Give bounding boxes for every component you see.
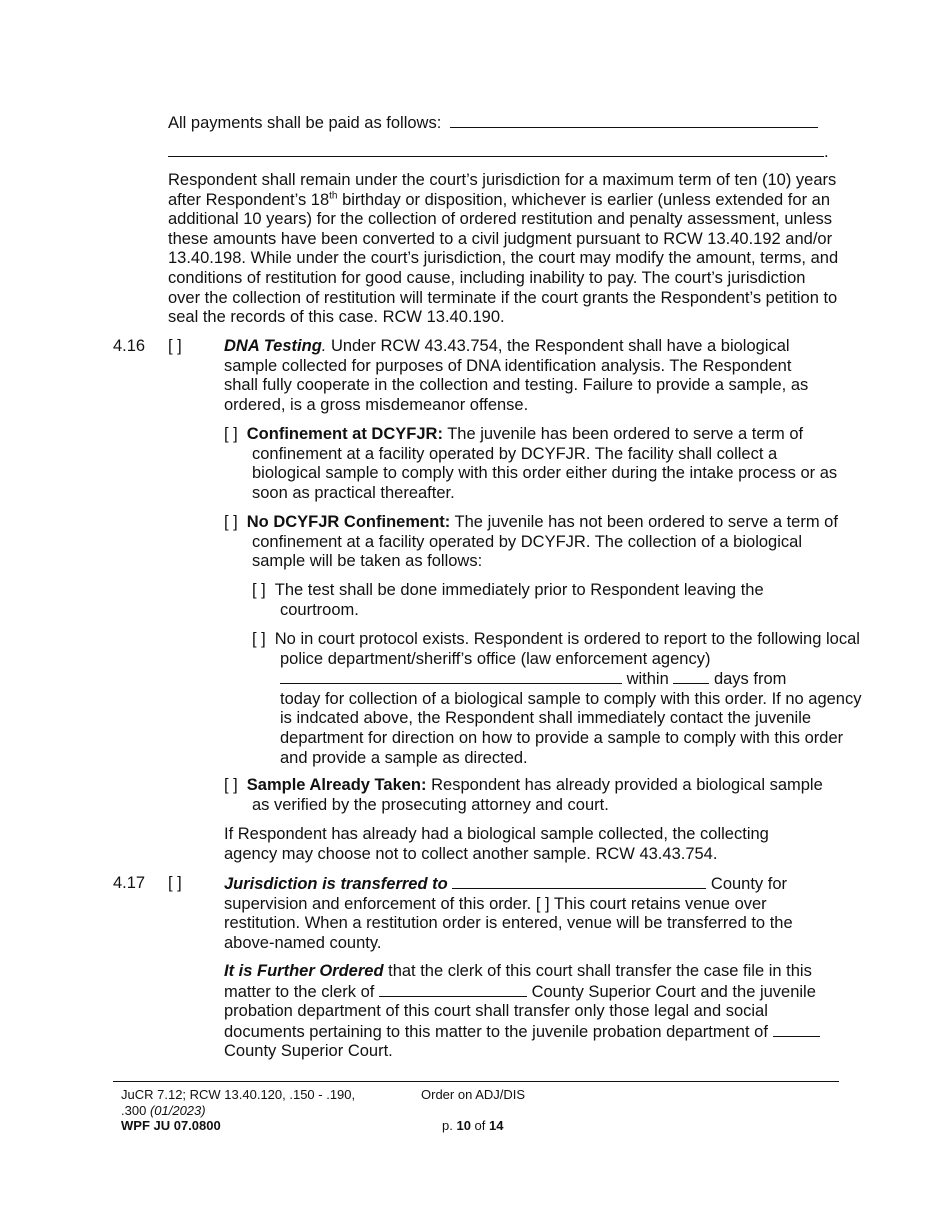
section-417-number: 4.17 (113, 874, 146, 892)
payments-label: All payments shall be paid as follows: (168, 114, 442, 132)
section-416-checkbox[interactable]: [ ] (168, 337, 182, 355)
days-blank[interactable] (673, 669, 709, 684)
payments-blank-2[interactable] (168, 142, 824, 157)
footer-title: Order on ADJ/DIS (421, 1087, 526, 1102)
in-court-checkbox[interactable]: [ ] (252, 581, 266, 599)
venue-checkbox[interactable]: [ ] (535, 894, 550, 913)
payments-line-2: . (168, 142, 838, 163)
section-416-text: DNA Testing. Under RCW 43.43.754, the Respondent shall have a biological sample collected for purposes of DNA identification analysis. The Respondent shall fully cooperate in the collection and testing. Failure to provide a sample, as ordered, is a gross misdemeanor offense. (224, 337, 809, 414)
section-416-number: 4.16 (113, 337, 146, 355)
clerk-county-blank[interactable] (379, 982, 527, 997)
probation-county-blank[interactable] (773, 1022, 820, 1037)
further-ordered-paragraph: It is Further Ordered that the clerk of this court shall transfer the case file in this matter to the clerk of County Superior Court and the juvenile probation department of this court shall transfer only those legal and social documents pertaining to this matter to the juvenile probation department of County Superior Court. (224, 962, 842, 1062)
option-no-protocol: [ ] No in court protocol exists. Respondent is ordered to report to the following local police department/sheriff’s office (law enforcement agency) within days from today for collection of a biological sample to comply with this order. If no agency is indcated above, the Respondent shall immediately contact the juvenile department for direction on how to provide a sample to comply with this order and provide a sample as directed. (252, 630, 862, 767)
county-blank[interactable] (452, 874, 706, 889)
payments-line (168, 113, 838, 134)
confinement-option: [ ] Confinement at DCYFJR: The juvenile has been ordered to serve a term of confinement at a facility operated by DCYFJR. The facility shall collect a biological sample to comply with this order either during the intake process or as soon as practical thereafter. (224, 425, 838, 502)
sample-taken-checkbox[interactable]: [ ] (224, 776, 238, 794)
sample-taken-option: [ ] Sample Already Taken: Respondent has already provided a biological sample as verified by the prosecuting attorney and court. (224, 776, 823, 814)
footer-page-number: p. 10 of 14 (442, 1118, 504, 1133)
agency-blank[interactable] (280, 669, 622, 684)
option-in-court: [ ] The test shall be done immediately prior to Respondent leaving the courtroom. (252, 581, 764, 619)
jurisdiction-paragraph: Respondent shall remain under the court’s jurisdiction for a maximum term of ten (10) years after Respondent’s 18th birthday or disposition, whichever is earlier (unless extended for an additional 10 years) for the collection of ordered restitution and penalty assessment, unless these amounts have been converted to a civil judgment pursuant to RCW 13.40.192 and/or 13.40.198. While under the court’s jurisdiction, the court may modify the amount, terms, and conditions of restitution for good cause, including inability to pay. The court’s jurisdiction over the collection of restitution will terminate if the court grants the Respondent’s petition to seal the records of this case. RCW 13.40.190. (168, 171, 839, 327)
footer-rule (113, 1081, 839, 1082)
section-416-title: DNA Testing (224, 337, 322, 355)
section-417-text: Jurisdiction is transferred to County for supervision and enforcement of this order. [ ] This court retains venue over restitution. When a restitution order is entered, venue will be transferred to the above-named county. (224, 875, 793, 952)
no-protocol-checkbox[interactable]: [ ] (252, 630, 266, 648)
no-confinement-checkbox[interactable]: [ ] (224, 513, 238, 531)
no-confinement-option: [ ] No DCYFJR Confinement: The juvenile has not been ordered to serve a term of confinement at a facility operated by DCYFJR. The collection of a biological sample will be taken as follows: (224, 513, 838, 571)
section-417-title: Jurisdiction is transferred to (224, 875, 448, 893)
payments-blank[interactable] (450, 113, 818, 128)
footer-citation: JuCR 7.12; RCW 13.40.120, .150 - .190, .300 (01/2023) (121, 1087, 356, 1118)
section-417-checkbox[interactable]: [ ] (168, 874, 182, 892)
dna-closing-paragraph: If Respondent has already had a biological sample collected, the collecting agency may choose not to collect another sample. RCW 43.43.754. (224, 825, 769, 863)
confinement-checkbox[interactable]: [ ] (224, 425, 238, 443)
footer-form-id: WPF JU 07.0800 (121, 1118, 221, 1133)
